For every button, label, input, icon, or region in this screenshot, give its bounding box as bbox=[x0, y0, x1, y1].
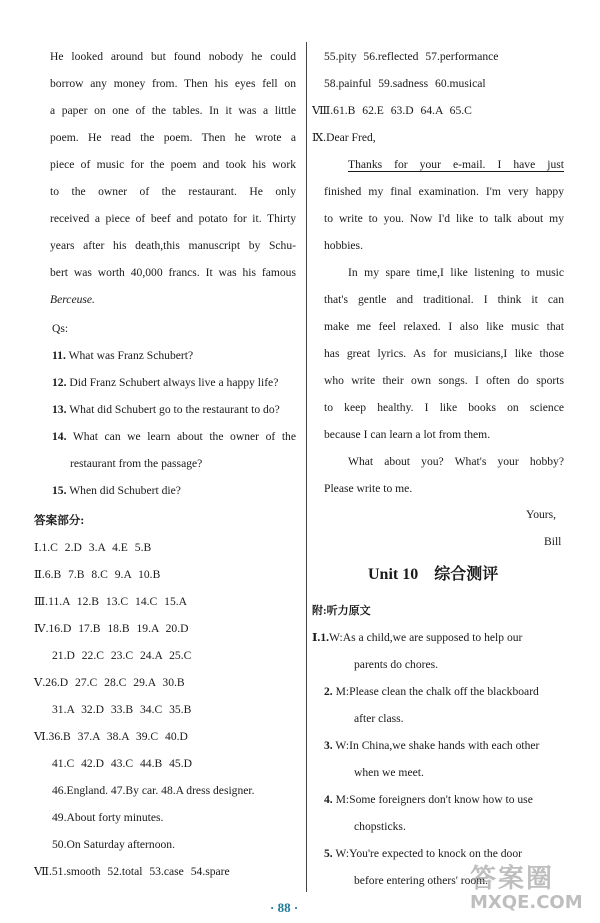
answers-heading: 答案部分: bbox=[34, 514, 85, 527]
column-divider bbox=[306, 42, 307, 892]
page-number: · 88 · bbox=[270, 900, 299, 915]
answer-row: Ⅰ.1.C 2.D 3.A 4.E 5.B bbox=[34, 541, 152, 554]
answer-row: Ⅴ.26.D 27.C 28.C 29.A 30.B bbox=[34, 676, 185, 689]
letter-line: to keep healthy. I like books on science bbox=[324, 401, 564, 414]
question-item: 12. Did Franz Schubert always live a happy life? bbox=[52, 376, 279, 389]
answer-row: Ⅱ.6.B 7.B 8.C 9.A 10.B bbox=[34, 568, 161, 581]
letter-line: Please write to me. bbox=[324, 482, 413, 495]
listening-item-continued: parents do chores. bbox=[354, 658, 439, 671]
answer-row: 49.About forty minutes. bbox=[52, 811, 164, 824]
question-item: 14. What can we learn about the owner of the bbox=[52, 430, 296, 443]
question-item: 13. What did Schubert go to the restaurant to do? bbox=[52, 403, 280, 416]
listening-item: 4. M:Some foreigners don't know how to use bbox=[324, 793, 533, 806]
mc-answer-row: Ⅷ.61.B 62.E 63.D 64.A 65.C bbox=[312, 104, 472, 117]
answer-row: 46.England. 47.By car. 48.A dress designer. bbox=[52, 784, 255, 797]
answer-row: Ⅲ.11.A 12.B 13.C 14.C 15.A bbox=[34, 595, 188, 608]
passage-line: poem. He read the poem. Then he wrote a bbox=[50, 131, 296, 144]
listening-item-continued: after class. bbox=[354, 712, 404, 725]
vocab-row: 55.pity 56.reflected 57.performance bbox=[324, 50, 499, 63]
letter-signature: Bill bbox=[544, 535, 562, 548]
listening-item: Ⅰ.1.W:As a child,we are supposed to help our bbox=[312, 631, 523, 644]
letter-line: What about you? What's your hobby? bbox=[348, 455, 564, 468]
letter-line: has great lyrics. As for musicians,I like those bbox=[324, 347, 564, 360]
passage-line: He looked around but found nobody he could bbox=[50, 50, 296, 63]
letter-line: Thanks for your e-mail. I have just bbox=[348, 158, 564, 171]
passage-line: piece of music for the poem and took his work bbox=[50, 158, 296, 171]
passage-line: received a piece of beef and potato for it. Thirty bbox=[50, 212, 296, 225]
listening-item: 3. W:In China,we shake hands with each other bbox=[324, 739, 540, 752]
question-item: 11. What was Franz Schubert? bbox=[52, 349, 194, 362]
question-item: 15. When did Schubert die? bbox=[52, 484, 181, 497]
listening-item: 5. W:You're expected to knock on the door bbox=[324, 847, 522, 860]
passage-line: borrow any money from. Then his eyes fell on bbox=[50, 77, 296, 90]
answer-row: Ⅶ.51.smooth 52.total 53.case 54.spare bbox=[34, 865, 230, 878]
listening-item: 2. M:Please clean the chalk off the blackboard bbox=[324, 685, 539, 698]
passage-last-line: Berceuse. bbox=[50, 293, 95, 306]
passage-line: to the owner of the restaurant. He only bbox=[50, 185, 296, 198]
letter-line: that's gentle and traditional. I think it can bbox=[324, 293, 564, 306]
answer-row: 21.D 22.C 23.C 24.A 25.C bbox=[52, 649, 192, 662]
letter-line: to write to you. Now I'd like to talk about my bbox=[324, 212, 564, 225]
answer-row: 31.A 32.D 33.B 34.C 35.B bbox=[52, 703, 192, 716]
letter-line: hobbies. bbox=[324, 239, 363, 252]
watermark-logo-text: 答案圈 bbox=[470, 864, 555, 894]
answer-row: 41.C 42.D 43.C 44.B 45.D bbox=[52, 757, 192, 770]
answer-row: 50.On Saturday afternoon. bbox=[52, 838, 175, 851]
vocab-row: 58.painful 59.sadness 60.musical bbox=[324, 77, 486, 90]
listening-item-continued: before entering others' room. bbox=[354, 874, 489, 887]
letter-line: because I can learn a lot from them. bbox=[324, 428, 491, 441]
passage-line: a paper on one of the tables. In it was a little bbox=[50, 104, 296, 117]
watermark-url-text: MXQE.COM bbox=[470, 892, 583, 913]
letter-closing: Yours, bbox=[526, 508, 557, 521]
watermark bbox=[470, 858, 590, 918]
letter-greeting: Ⅸ.Dear Fred, bbox=[312, 131, 376, 144]
answer-row: Ⅳ.16.D 17.B 18.B 19.A 20.D bbox=[34, 622, 189, 635]
listening-item-continued: chopsticks. bbox=[354, 820, 406, 833]
passage-line: bert was worth 40,000 francs. It was his famous bbox=[50, 266, 296, 279]
letter-line: who write their own songs. I often do sports bbox=[324, 374, 564, 387]
passage-line: years after his death,this manuscript by Schu- bbox=[50, 239, 296, 252]
listening-heading: 附:听力原文 bbox=[312, 605, 371, 617]
question-item-continued: restaurant from the passage? bbox=[70, 457, 203, 470]
answer-row: Ⅵ.36.B 37.A 38.A 39.C 40.D bbox=[34, 730, 188, 743]
letter-line: finished my final examination. I'm very happy bbox=[324, 185, 564, 198]
letter-line: In my spare time,I like listening to music bbox=[348, 266, 564, 279]
unit-title: Unit 10 综合测评 bbox=[368, 566, 499, 583]
questions-label: Qs: bbox=[52, 322, 69, 335]
listening-item-continued: when we meet. bbox=[354, 766, 424, 779]
letter-line: make me feel relaxed. I also like music that bbox=[324, 320, 564, 333]
